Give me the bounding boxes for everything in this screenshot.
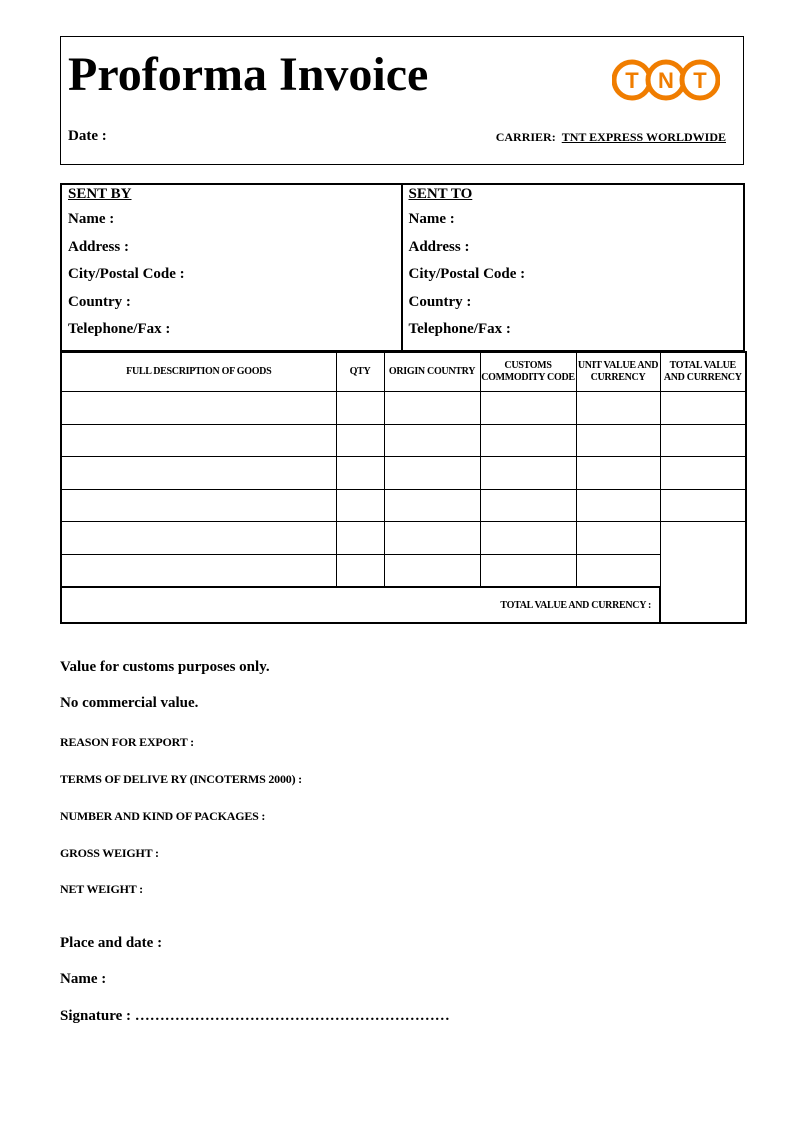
place-and-date-label: Place and date : — [60, 935, 163, 951]
total-value-cell[interactable] — [660, 424, 746, 457]
total-value-cell[interactable] — [660, 457, 746, 490]
qty-cell[interactable] — [336, 424, 384, 457]
table-row — [61, 392, 746, 425]
unit-value-cell[interactable] — [576, 424, 660, 457]
net-weight-label: NET WEIGHT : — [60, 882, 143, 896]
sent-to-name: Name : — [408, 211, 455, 227]
reason-for-export-label: REASON FOR EXPORT : — [60, 735, 194, 749]
table-row — [61, 489, 746, 522]
commodity-cell[interactable] — [480, 554, 576, 587]
qty-cell[interactable] — [336, 489, 384, 522]
sent-by-city: City/Postal Code : — [68, 266, 185, 282]
description-cell[interactable] — [61, 489, 336, 522]
sent-to-country: Country : — [408, 293, 472, 310]
col-header-commodity-code: CUSTOMS COMMODITY CODE — [480, 352, 576, 392]
total-value-label: TOTAL VALUE AND CURRENCY : — [61, 587, 660, 623]
date-label: Date : — [68, 128, 107, 144]
sent-to-title: SENT TO — [408, 186, 473, 202]
sent-by-address: Address : — [68, 238, 129, 255]
gross-weight-label: GROSS WEIGHT : — [60, 846, 159, 860]
goods-header-row — [61, 352, 746, 392]
sent-by-name: Name : — [68, 211, 115, 227]
sent-to-telephone: Telephone/Fax : — [408, 321, 511, 337]
signature-line: Signature : ……………………………………………………… — [60, 1008, 450, 1024]
commodity-cell[interactable] — [480, 522, 576, 555]
no-commercial-value-note: No commercial value. — [60, 695, 199, 711]
origin-cell[interactable] — [384, 424, 480, 457]
sent-to-address: Address : — [408, 238, 470, 255]
sent-by-panel — [62, 185, 403, 350]
description-cell[interactable] — [61, 424, 336, 457]
carrier-value: TNT EXPRESS WORLDWIDE — [561, 130, 726, 144]
description-cell[interactable] — [61, 392, 336, 425]
customs-purposes-note: Value for customs purposes only. — [60, 659, 270, 675]
table-row — [61, 554, 746, 587]
description-cell[interactable] — [61, 522, 336, 555]
col-header-description: FULL DESCRIPTION OF GOODS — [61, 352, 336, 392]
page-title: Proforma Invoice — [68, 48, 429, 101]
origin-cell[interactable] — [384, 457, 480, 490]
sent-by-telephone: Telephone/Fax : — [68, 321, 171, 337]
table-row — [61, 522, 746, 555]
sent-to-city: City/Postal Code : — [408, 266, 526, 282]
commodity-cell[interactable] — [480, 457, 576, 490]
carrier-line — [496, 130, 726, 145]
unit-value-cell[interactable] — [576, 392, 660, 425]
col-header-qty: QTY — [336, 352, 384, 392]
logo-letter: T — [693, 68, 707, 93]
sent-by-title: SENT BY — [68, 186, 132, 202]
origin-cell[interactable] — [384, 392, 480, 425]
origin-cell[interactable] — [384, 522, 480, 555]
table-row — [61, 424, 746, 457]
description-cell[interactable] — [61, 457, 336, 490]
total-value-cell[interactable] — [660, 489, 746, 522]
terms-of-delivery-label: TERMS OF DELIVE RY (INCOTERMS 2000) : — [60, 772, 302, 786]
total-row — [61, 587, 746, 623]
qty-cell[interactable] — [336, 457, 384, 490]
tnt-logo — [612, 58, 720, 102]
qty-cell[interactable] — [336, 522, 384, 555]
commodity-cell[interactable] — [480, 424, 576, 457]
total-value-cell[interactable] — [660, 392, 746, 425]
goods-table — [60, 351, 747, 624]
logo-letter: N — [658, 68, 674, 93]
col-header-total-value: TOTAL VALUE AND CURRENCY — [660, 352, 746, 392]
grand-total-value-cell[interactable] — [660, 522, 746, 624]
col-header-origin: ORIGIN COUNTRY — [384, 352, 480, 392]
signer-name-label: Name : — [60, 971, 107, 987]
col-header-unit-value: UNIT VALUE AND CURRENCY — [576, 352, 660, 392]
address-section — [60, 183, 745, 352]
header-box — [60, 36, 744, 165]
qty-cell[interactable] — [336, 392, 384, 425]
origin-cell[interactable] — [384, 554, 480, 587]
unit-value-cell[interactable] — [576, 522, 660, 555]
unit-value-cell[interactable] — [576, 489, 660, 522]
sent-by-country: Country : — [68, 293, 131, 310]
origin-cell[interactable] — [384, 489, 480, 522]
qty-cell[interactable] — [336, 554, 384, 587]
sent-to-panel — [403, 185, 744, 350]
packages-label: NUMBER AND KIND OF PACKAGES : — [60, 809, 266, 823]
carrier-label: CARRIER: — [495, 130, 556, 144]
commodity-cell[interactable] — [480, 489, 576, 522]
commodity-cell[interactable] — [480, 392, 576, 425]
unit-value-cell[interactable] — [576, 457, 660, 490]
logo-letter: T — [625, 68, 639, 93]
description-cell[interactable] — [61, 554, 336, 587]
table-row — [61, 457, 746, 490]
unit-value-cell[interactable] — [576, 554, 660, 587]
